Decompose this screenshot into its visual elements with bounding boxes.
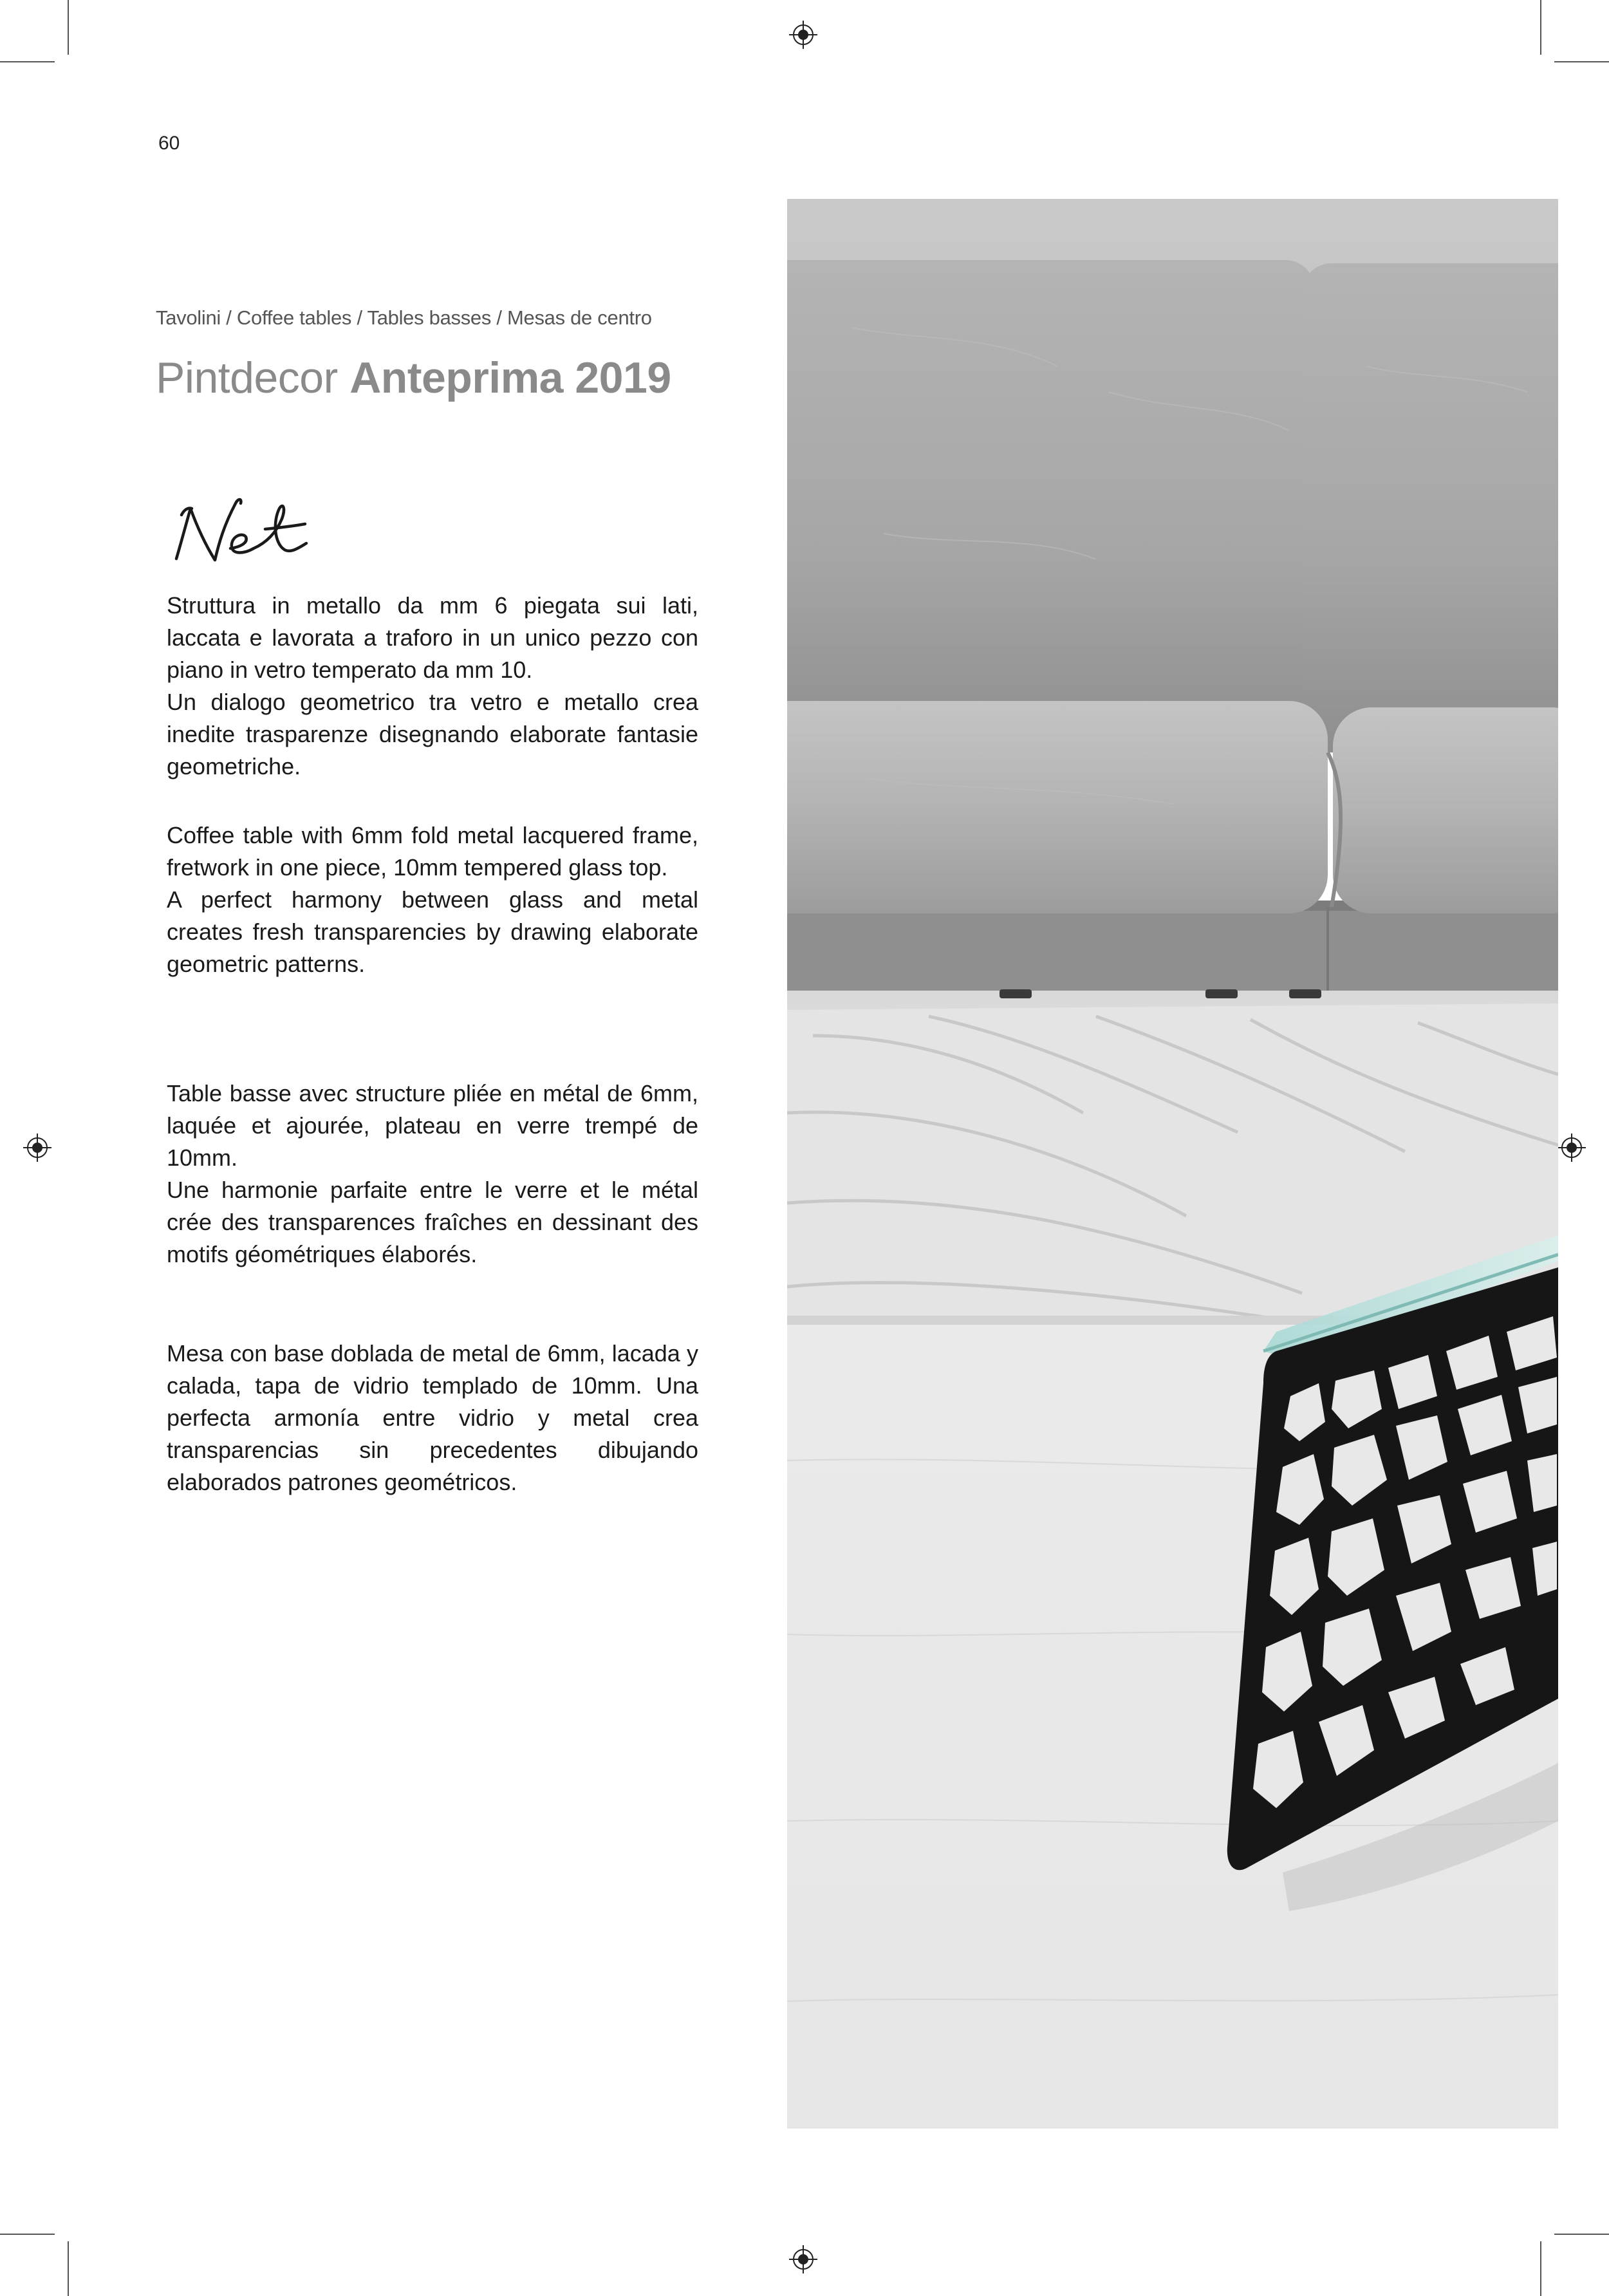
description-english	[167, 819, 698, 980]
sofa-foot	[1205, 989, 1238, 998]
paragraph: Mesa con base doblada de metal de 6mm, lacada y calada, tapa de vidrio templado de 10mm. Una perfecta armonía entre vidrio y metal crea transparencias sin precedentes dibujando elaborados patrones geométricos.	[167, 1340, 698, 1495]
collection-name: Anteprima 2019	[349, 353, 671, 402]
page-title	[156, 353, 671, 403]
crop-mark	[1554, 2234, 1609, 2235]
rug	[787, 1003, 1558, 1322]
description-french	[167, 1078, 698, 1271]
sofa-seat-right	[1333, 707, 1558, 913]
paragraph: Une harmonie parfaite entre le verre et le métal crée des transparences fraîches en dessinant des motifs géométriques élaborés.	[167, 1177, 698, 1267]
sofa-foot	[1289, 989, 1321, 998]
paragraph: Un dialogo geometrico tra vetro e metallo crea inedite trasparenze disegnando elaborate fantasie geometriche.	[167, 689, 698, 779]
registration-mark-icon	[789, 2245, 817, 2273]
sofa-foot	[1000, 989, 1032, 998]
product-photo	[787, 199, 1558, 2129]
crop-mark	[68, 2241, 69, 2296]
crop-mark	[1540, 0, 1541, 55]
brand-name: Pintdecor	[156, 353, 338, 402]
sofa-seat-left	[787, 701, 1328, 913]
page-number: 60	[158, 133, 180, 154]
crop-mark	[0, 2234, 55, 2235]
description-spanish	[167, 1338, 698, 1498]
product-name-script	[169, 489, 317, 573]
description-italian	[167, 590, 698, 783]
sofa-back-left	[787, 260, 1315, 749]
sofa-back-right	[1302, 263, 1558, 752]
registration-mark-icon	[789, 21, 817, 49]
paragraph: Coffee table with 6mm fold metal lacquered frame, fretwork in one piece, 10mm tempered glass top.	[167, 822, 698, 881]
crop-mark	[1540, 2241, 1541, 2296]
paragraph: A perfect harmony between glass and metal creates fresh transparencies by drawing elaborate geometric patterns.	[167, 886, 698, 977]
crop-mark	[0, 61, 55, 62]
registration-mark-icon	[23, 1134, 51, 1162]
registration-mark-icon	[1558, 1134, 1586, 1162]
crop-mark	[68, 0, 69, 55]
category-breadcrumb: Tavolini / Coffee tables / Tables basses / Mesas de centro	[156, 306, 652, 329]
paragraph: Struttura in metallo da mm 6 piegata sui lati, laccata e lavorata a traforo in un unico pezzo con piano in vetro temperato da mm 10.	[167, 592, 698, 683]
paragraph: Table basse avec structure pliée en métal de 6mm, laquée et ajourée, plateau en verre trempé de 10mm.	[167, 1080, 698, 1171]
crop-mark	[1554, 61, 1609, 62]
sofa-base	[787, 901, 1558, 991]
